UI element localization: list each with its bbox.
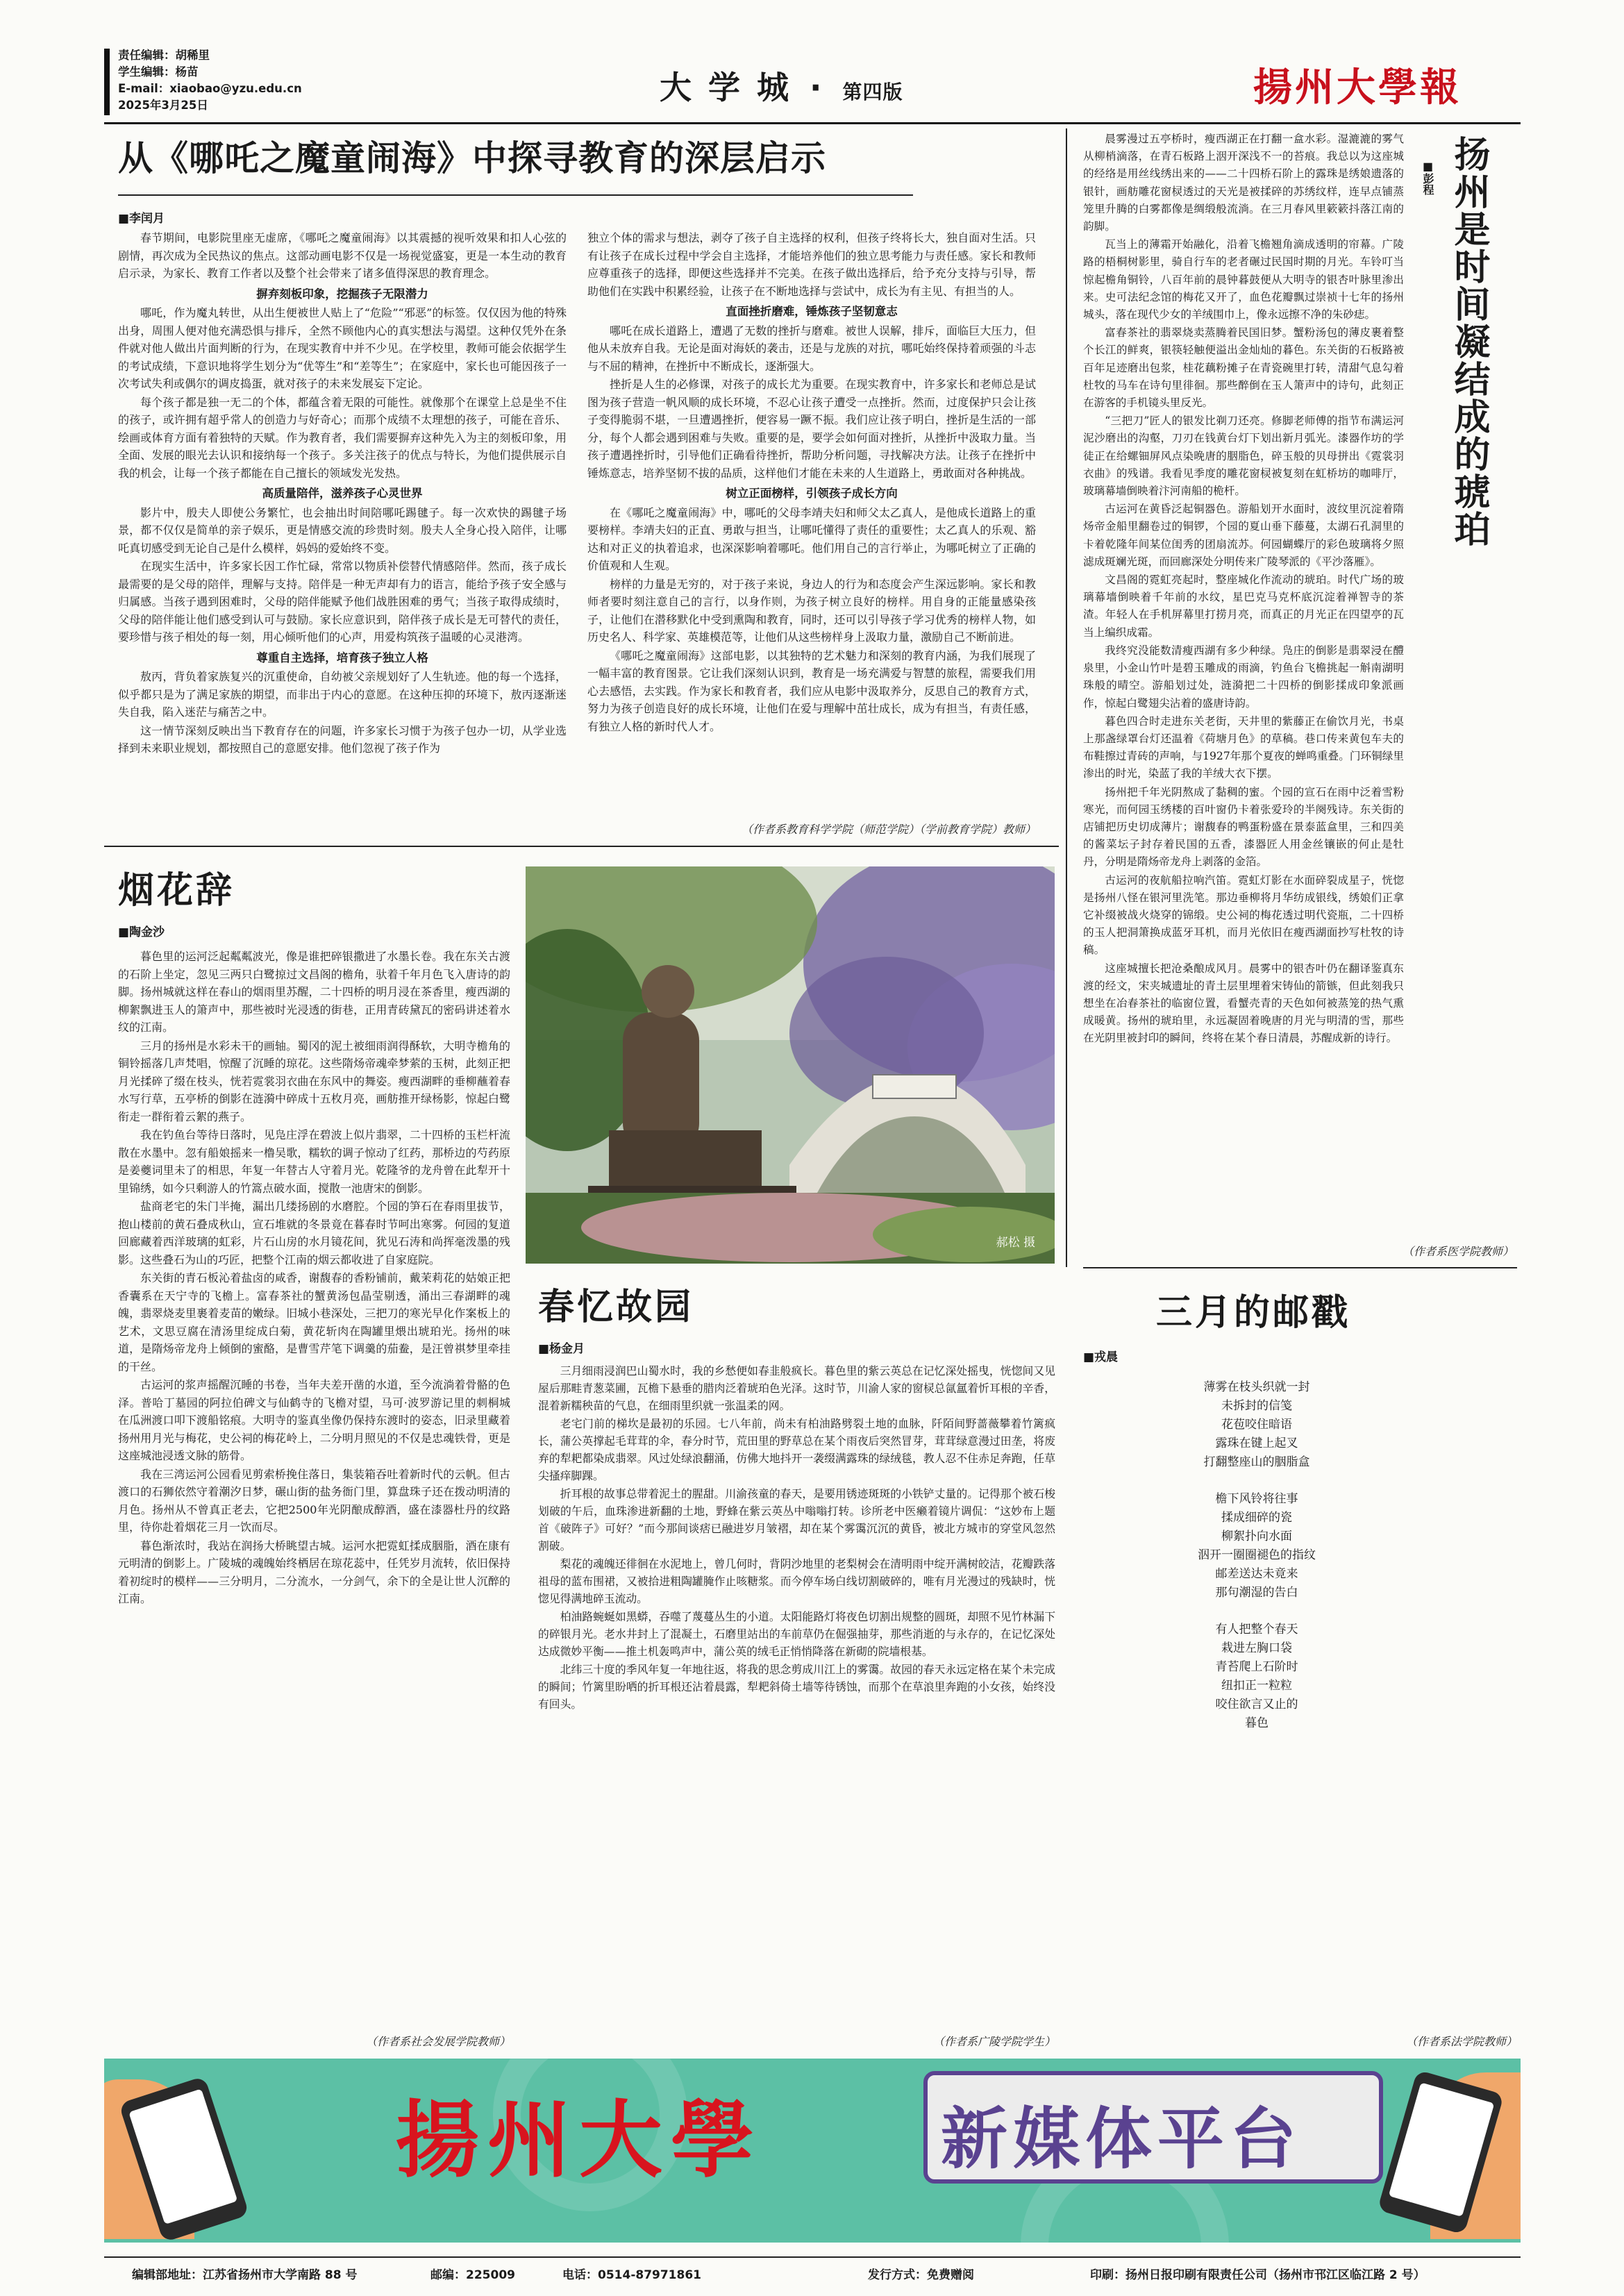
editor-email: E-mail：xiaobao@yzu.edu.cn	[118, 82, 302, 95]
poem-line: 那句潮湿的告白	[1215, 1586, 1298, 1600]
paragraph: 在现实生活中，许多家长因工作忙碌，常常以物质补偿替代情感陪伴。然而，孩子成长最需要的是父母的陪伴，理解与支持。陪伴是一种无声却有力的语言，能给予孩子安全感与归属感。当孩子遇到困难时，父母的陪伴能赋予他们战胜困难的勇气；当孩子取得成绩时，父母的陪伴能让他们感受到认可与鼓励。家长应意识到，陪伴孩子成长是无可替代的责任，要珍惜与孩子相处的每一刻，用心倾听他们的心声，用爱构筑孩子温暖的心灵港湾。	[118, 560, 567, 644]
article4-credit: （作者系广陵学院学生）	[932, 2035, 1055, 2048]
editor-in-charge: 责任编辑：胡稀里	[118, 49, 210, 62]
page-label: 第四版	[842, 81, 903, 103]
footer-phone: 电话：0514-87971861	[562, 2268, 701, 2282]
paragraph: 我在三湾运河公园看见剪索桥挽住落日，集装箱吞吐着新时代的云帆。但古渡口的石狮依然守着潮汐日梦，碾山街的盐务衙门里，算盘珠子还在拨动明清的月色。扬州从不曾真正老去，它把2500年光阴酿成醇酒，盛在漆器杜丹的纹路里，待你赴着烟花三月一饮而尽。	[118, 1467, 510, 1534]
paragraph: 盐商老宅的朱门半掩，漏出几缕扬剧的水磨腔。个园的笋石在春雨里拔节，抱山楼前的黄石叠成秋山，宣石堆就的冬景竟在暮春时节呵出寒雾。何园的复道回廊藏着西洋玻璃的虹彩，片石山房的水月镜花间，犹见石涛和尚挥毫泼墨的残影。这些叠石为山的巧匠，把整个江南的烟云都收进了自家庭院。	[118, 1200, 510, 1266]
paragraph: 梨花的魂魄还徘徊在水泥地上，曾几何时，背阴沙地里的老梨树会在清明雨中绽开满树皎洁，花瓣跌落祖母的蓝布围裙，又被拾进粗陶罐腌作止咳糖浆。而今停车场白线切割破碎的，唯有月光漫过的残缺时，恍惚见得满地碎玉流动。	[538, 1557, 1055, 1605]
paragraph: 柏油路蜿蜒如黑蟒，吞噬了蔑蔓丛生的小道。太阳能路灯将夜色切割出规整的圆斑，却照不见竹林漏下的碎银月光。老水井封上了混凝土，石磨里站出的车前草仍在倔强抽芽，那些消逝的与永存的，在记忆深处达成微妙平衡——推土机轰鸣声中，蒲公英的绒毛正悄悄降落在新砌的院墙根基。	[538, 1610, 1055, 1658]
poem-line: 露珠在键上起叉	[1215, 1436, 1298, 1450]
paragraph: 我终究没能数清瘦西湖有多少种绿。凫庄的倒影是翡翠浸在醴泉里，小金山竹叶是碧玉雕成的雨滴，钓鱼台飞檐挑起一斛南湖明珠般的晴空。游船划过处，涟漪把二十四桥的倒影揉成印象派画作，惊起白鹭翅尖沾着的盛唐诗韵。	[1083, 644, 1404, 710]
paragraph: 暮色渐浓时，我站在润扬大桥眺望古城。运河水把霓虹揉成胭脂，酒在康有元明清的倒影上。广陵城的魂魄始终栖居在琼花蕊中，任凭岁月流转，依旧保持着初绽时的模样——三分明月，二分流水，一分剑气，余下的全是让世人沉醉的江南。	[118, 1539, 510, 1605]
poem-line: 未拆封的信笺	[1221, 1399, 1292, 1413]
poem-line: 纽扣正一粒粒	[1221, 1679, 1292, 1693]
subheading: 尊重自主选择，培育孩子独立人格	[256, 651, 428, 664]
paragraph: 折耳根的故事总带着泥土的腥甜。川渝孩童的春天，是要用锈迹斑斑的小铁铲丈量的。记得那个被石梭划破的午后，血珠渗进新翻的土地，野蜂在紫云英丛中嗡嗡打转。诊所老中医癞着镜片调侃：“这妙布上题首《破阵子》可好？”而今那间谈痞已融进岁月皱褶，却在某个雾霭沉沉的黄昏，被北方城市的穿堂风忽然割破。	[538, 1487, 1055, 1552]
article1-author: ■李闰月	[118, 212, 165, 226]
article1-column-1	[118, 229, 567, 814]
article4-body	[538, 1362, 1055, 2029]
paragraph: 古运河的夜航船拉响汽笛。霓虹灯影在水面碎裂成星子，恍惚是扬州八怪在银河里洗笔。那边垂柳将月华纺成银线，绣娘们正拿它补缀被战火烧穿的锦缎。史公祠的梅花透过明代瓷瓶，二十四桥的玉人把洞箫换成蓝牙耳机，而月光依旧在瘦西湖面抄写杜牧的诗稿。	[1083, 873, 1404, 957]
section-name: 大 学 城	[660, 69, 792, 106]
paragraph: 敖丙，背负着家族复兴的沉重使命，自幼被父亲规划好了人生轨迹。他的每一个选择，似乎都只是为了满足家族的期望，而非出于内心的意愿。在这种压抑的环境下，敖丙逐渐迷失自我，陷入迷茫与痛苦之中。	[118, 670, 567, 719]
paragraph: 独立个体的需求与想法，剥夺了孩子自主选择的权利，但孩子终将长大，独自面对生活。只有让孩子在成长过程中学会自主选择，才能培养他们的独立思考能力与责任感。家长和教师应尊重孩子的选择，即便这些选择并不完美。在孩子做出选择后，给予充分支持与引导，帮助他们在实践中积累经验，让孩子在不断地选择与尝试中，成长为有主见、有担当的人。	[587, 231, 1036, 298]
masthead-left-bar	[104, 49, 110, 115]
editor-info	[118, 47, 302, 114]
poem-line: 有人把整个春天	[1215, 1623, 1298, 1636]
footer-printer: 印刷：扬州日报印刷有限责任公司（扬州市邗江区临江路 2 号）	[1090, 2268, 1425, 2282]
poem-line: 花苞咬住暗语	[1221, 1418, 1292, 1432]
article5-title: 三月的邮戳	[1156, 1291, 1351, 1334]
poem-line: 咬住欲言又止的	[1215, 1698, 1298, 1711]
article5-credit: （作者系法学院教师）	[1405, 2035, 1517, 2048]
article4-author: ■杨金月	[538, 1342, 585, 1356]
photo-illustration	[526, 866, 1055, 1264]
paragraph: 北纬三十度的季风年复一年地往返，将我的思念剪成川江上的雾霭。故园的春天永远定格在某个未完成的瞬间；竹篱里盼哂的折耳根还沾着晨露，犁耙斜倚土墙等待锈蚀，而那个在草浪里奔跑的小女孩，始终没有回头。	[538, 1663, 1055, 1711]
paragraph: 我在钓鱼台等待日落时，见凫庄浮在碧波上似片翡翠，二十四桥的玉栏杆流散在水墨中。忽有船娘摇来一橹吴歌，糯软的调子惊动了红药，那桥边的芍药原是姜夔词里未了的相思，年复一年替古人守着月光。乾隆爷的龙舟曾在此犁开十里锦绣，如今只剩游人的竹篙点破水面，搅散一池唐宋的倒影。	[118, 1128, 510, 1195]
paragraph: 每个孩子都是独一无二的个体，都蕴含着无限的可能性。就像那个在课堂上总是坐不住的孩子，或许拥有超乎常人的创造力与好奇心；而那个成绩不太理想的孩子，可能在音乐、绘画或体育方面有着独特的天赋。作为教育者，我们需要摒弃这种先入为主的刻板印象，用全面、发展的眼光去认识和接纳每一个孩子。多关注孩子的优点与特长，为他们提供展示自我的机会，让每一个孩子都能在自己擅长的领域发光发热。	[118, 395, 567, 480]
poem-top-rule	[1083, 1267, 1517, 1268]
paragraph: 哪吒，作为魔丸转世，从出生便被世人贴上了“危险”“邪恶”的标签。仅仅因为他的特殊出身，周围人便对他充满恐惧与排斥，全然不顾他内心的真实想法与渴望。这种仅凭外在条件就对他人做出片面判断的行为，在现实教育中并不少见。在学校里，教师可能会依据学生的考试成绩，下意识地将学生划分为“优等生”和“差等生”；在家庭中，家长也可能因孩子一次考试失利或偶尔的调皮捣蛋，就对孩子的未来发展妄下定论。	[118, 306, 567, 390]
banner-platform-text: 新媒体平台	[941, 2100, 1302, 2178]
paragraph: 春节期间，电影院里座无虚席，《哪吒之魔童闹海》以其震撼的视听效果和扣人心弦的剧情，再次成为全民热议的焦点。这部动画电影不仅是一场视觉盛宴，更是一本生动的教育启示录，为家长、教育工作者以及整个社会带来了诸多值得深思的教育理念。	[118, 231, 567, 280]
paragraph: 东关街的青石板沁着盐卤的咸香，谢馥春的香粉铺前，戴茉莉花的姑娘正把香囊系在天宁寺的飞檐上。富春茶社的蟹黄汤包晶莹剔透，涌出三春湖畔的魂魄，翡翠烧麦里裹着麦苗的嫩绿。旧城小巷深处，三把刀的寒光早化作案板上的艺术，文思豆腐在清汤里绽成白菊，黄花斩肉在陶罐里煨出琥珀光。扬州的味道，是隋炀帝龙舟上倾倒的蜜酪，是曹雪芹笔下调羹的茄鲞，是汪曾祺梦里牵挂的干丝。	[118, 1271, 510, 1373]
masthead-rule	[104, 122, 1521, 124]
article3-author: ■陶金沙	[118, 925, 165, 939]
article2-body	[1083, 131, 1404, 1234]
article4-title: 春忆故园	[538, 1286, 694, 1328]
banner-logo-text: 揚州大學	[396, 2091, 762, 2189]
poem-line: 暮色	[1245, 1716, 1269, 1730]
paragraph: 暮色四合时走进东关老街，天井里的紫藤正在偷饮月光，书桌上那盏绿罩台灯还温着《荷塘月色》的草稿。巷口传来黄包车夫的布鞋擦过青砖的声响，与1927年那个夏夜的蝉鸣重叠。门环铜绿里渗出的时光，染蓝了我的羊绒大衣下摆。	[1083, 714, 1404, 780]
footer-address: 编辑部地址：江苏省扬州市大学南路 88 号	[132, 2268, 358, 2282]
subheading: 高质量陪伴，滋养孩子心灵世界	[262, 487, 423, 500]
article1-credit: （作者系教育科学学院（师范学院）（学前教育学院）教师）	[741, 823, 1036, 836]
paragraph: 这座城擅长把沧桑酿成风月。晨雾中的银杏叶仍在翻译鉴真东渡的经文，宋夹城遗址的青土层里埋着宋铸仙的箭镞，但此刻我只想坐在冶春茶社的临窗位置，看蟹壳青的天色如何被蒸笼的热气熏成暖黄。扬州的琥珀里，永远凝固着晚唐的月光与明清的雪，那些在光阴里被封印的瞬间，终将在某个春日清晨，苏醒成新的诗行。	[1083, 962, 1404, 1045]
article2-credit: （作者系医学院教师）	[1402, 1245, 1514, 1258]
new-media-banner	[104, 2059, 1521, 2243]
paragraph: 榜样的力量是无穷的，对于孩子来说，身边人的行为和态度会产生深远影响。家长和教师者要时刻注意自己的言行，以身作则，为孩子树立良好的榜样。用自身的正能量感染孩子，让他们在潜移默化中受到熏陶和教育，同时，还可以引导孩子学习优秀的榜样人物，如历史名人、科学家、英雄模范等，让他们从这些榜样身上汲取力量，激励自己不断前进。	[587, 577, 1036, 644]
subheading: 直面挫折磨难，锤炼孩子坚韧意志	[726, 305, 898, 318]
subheading: 树立正面榜样，引领孩子成长方向	[726, 487, 898, 500]
poem-line: 薄雾在枝头织就一封	[1203, 1380, 1310, 1394]
paragraph: 影片中，殷夫人即使公务繁忙，也会抽出时间陪哪吒踢毽子。每一次欢快的踢毽子场景，都不仅仅是简单的亲子娱乐，更是情感交流的珍贵时刻。殷夫人全身心投入陪伴，让哪吒真切感受到无论自己是什么模样，妈妈的爱始终不变。	[118, 505, 567, 555]
paragraph: 富春茶社的翡翠烧卖蒸腾着民国旧梦。蟹粉汤包的薄皮裹着整个长江的鲜爽，银筷轻触便溢出金灿灿的暮色。东关街的石板路被百年足迹磨出包浆，桂花藕粉摊子在青瓷碗里打转，清甜气息勾着杜牧的马车在诗句里徘徊。那些醉倒在玉人箫声中的诗句，此刻正在游客的手机镜头里反光。	[1083, 326, 1404, 410]
paragraph: 哪吒在成长道路上，遭遇了无数的挫折与磨难。被世人误解，排斥，面临巨大压力，但他从未放弃自我。无论是面对海妖的袭击，还是与龙族的对抗，哪吒始终保持着顽强的斗志与不屈的精神，在挫折中不断成长，逐渐强大。	[587, 324, 1036, 373]
footer-postcode: 邮编：225009	[430, 2268, 515, 2282]
paragraph: 文昌阁的霓虹亮起时，整座城化作流动的琥珀。时代广场的玻璃幕墙倒映着千年前的水纹，星巴克马克杯底沉淀着禅智寺的茶渣。年轻人在手机屏幕里打捞月亮，而真正的月光正在四望亭的瓦当上编织成霜。	[1083, 573, 1404, 639]
photo-caption: 郝松 摄	[996, 1236, 1035, 1250]
article2-author: ■彭程	[1421, 160, 1434, 195]
article2-title: 扬州是时间凝结成的琥珀	[1448, 135, 1490, 548]
article1-title-rule	[118, 194, 913, 196]
poem-line: 青苔爬上石阶时	[1215, 1660, 1298, 1674]
article1-bottom-rule	[104, 846, 1059, 847]
masthead	[104, 47, 1521, 125]
article3-title: 烟花辞	[118, 869, 235, 912]
article1-column-2	[587, 229, 1036, 814]
poem-line: 打翻整座山的胭脂盒	[1203, 1455, 1310, 1469]
paragraph: 暮色里的运河泛起粼粼波光，像是谁把碎银撒进了水墨长卷。我在东关古渡的石阶上坐定，忽见三两只白鹭掠过文昌阁的檐角，驮着千年月色飞入唐诗的韵脚。扬州城就这样在春山的烟雨里苏醒，二十四桥的明月浸在茶香里，瘦西湖的柳絮飘进玉人的箫声中，那些被时光浸透的街巷，正用青砖黛瓦的密码讲述着水纹的江南。	[118, 950, 510, 1034]
section-dot: ·	[810, 69, 825, 106]
paragraph: “三把刀”匠人的银发比剃刀还亮。修脚老师傅的指节布满运河泥沙磨出的沟壑，刀刃在钱黄台灯下划出新月弧光。漆器作坊的学徒正在给螺钿屏风点染晚唐的胭脂色，碎玉般的贝母拼出《霓裳羽衣曲》的残谱。我看见季度的雕花窗棂被复刻在虹桥坊的咖啡厅，玻璃幕墙倒映着汴河南船的桅杆。	[1083, 414, 1404, 498]
paragraph: 古运河的浆声摇醒沉睡的书卷，当年夫差开凿的水道，至今流淌着骨骼的色泽。普哈丁墓园的阿拉伯碑文与仙鹤寺的飞檐对望，马可·波罗游记里的刺桐城在瓜洲渡口叩下渡船铭痕。大明寺的鉴真坐像仍保持东渡时的姿态，旧录里藏着扬州用月光与梅花，史公祠的梅花岭上，二分明月照见的不仅是忠魂铁骨，更是这座城池浸透文脉的筋骨。	[118, 1378, 510, 1462]
stanza-gap	[1153, 1602, 1361, 1620]
student-editor: 学生编辑：杨苗	[118, 65, 199, 78]
paragraph: 在《哪吒之魔童闹海》中，哪吒的父母李靖夫妇和师父太乙真人，是他成长道路上的重要榜样。李靖夫妇的正直、勇敢与担当，让哪吒懂得了责任的重要性；太乙真人的乐观、豁达和对正义的执着追求，也深深影响着哪吒。他们用自己的言行举止，为哪吒树立了正确的价值观和人生观。	[587, 505, 1036, 572]
poem-line: 揉成细碎的瓷	[1221, 1511, 1292, 1525]
issue-date: 2025年3月25日	[118, 99, 208, 112]
article5-author: ■戎晨	[1083, 1350, 1119, 1364]
subheading: 摒弃刻板印象，挖掘孩子无限潜力	[256, 287, 428, 301]
vertical-divider	[1066, 128, 1067, 1267]
poem-line: 栽进左胸口袋	[1221, 1641, 1292, 1655]
section-title	[660, 62, 903, 108]
stanza-gap	[1153, 1472, 1361, 1490]
poem-line: 泅开一圈圈褪色的指纹	[1198, 1548, 1316, 1562]
footer-distribution: 发行方式：免费赠阅	[868, 2268, 974, 2282]
article5-poem	[1153, 1378, 1361, 2017]
paragraph: 这一情节深刻反映出当下教育存在的问题，许多家长习惯于为孩子包办一切，从学业选择到未来职业规划，都按照自己的意愿安排。他们忽视了孩子作为	[118, 723, 567, 755]
paragraph: 瓦当上的薄霜开始融化，沿着飞檐翘角滴成透明的帘幕。广陵路的梧桐树影里，骑自行车的老者碾过民国时期的月光。车铃叮当惊起檐角铜铃，八百年前的晨钟暮鼓便从大明寺的银杏叶脉里渗出来。史可法纪念馆的梅花又开了，血色花瓣飘过崇祯十七年的扬州城头，落在现代少女的羊绒围巾上，像永远擦不净的朱砂痣。	[1083, 238, 1404, 321]
paragraph: 挫折是人生的必修课，对孩子的成长尤为重要。在现实教育中，许多家长和老师总是试图为孩子营造一帆风顺的成长环境，不忍心让孩子遭受一点挫折。然而，过度保护只会让孩子变得脆弱不堪，一旦遭遇挫折，便容易一蹶不振。我们应让孩子明白，挫折是生活的一部分，每个人都会遇到困难与失败。重要的是，要学会如何面对挫折，从挫折中汲取力量。当孩子遭遇挫折时，引导他们正确看待挫折，帮助分析问题，寻找解决方法。让孩子在挫折中锤炼意志，培养坚韧不拔的品质，这样他们才能在未来的人生道路上，勇敢面对各种挑战。	[587, 378, 1036, 480]
article3-body	[118, 948, 510, 2027]
paragraph: 晨雾漫过五亭桥时，瘦西湖正在打翻一盒水彩。湿漉漉的雾气从柳梢滴落，在青石板路上洇开深浅不一的苔痕。我总以为这座城的经络是用丝线绣出来的——二十四桥石阶上的露珠是绣娘遗落的银针，画舫雕花窗棂透过的天光是被揉碎的苏绣纹样，连早点铺蒸笼里升腾的白雾都像是绸缎般流淌。在三月春风里簌簌抖落江南的韵脚。	[1083, 133, 1404, 233]
paragraph: 《哪吒之魔童闹海》这部电影，以其独特的艺术魅力和深刻的教育内涵，为我们展现了一幅丰富的教育图景。它让我们深刻认识到，教育是一场充满爱与智慧的旅程，需要我们用心去感悟，去实践。作为家长和教育者，我们应从电影中汲取养分，反思自己的教育方式，努力为孩子创造良好的成长环境，让他们在爱与理解中茁壮成长，成为有担当，有责任感，有独立人格的新时代人才。	[587, 648, 1036, 733]
poem-line: 邮差送达未竟来	[1215, 1567, 1298, 1581]
footer-rule	[104, 2256, 1521, 2258]
paragraph: 三月的扬州是水彩未干的画轴。蜀冈的泥土被细雨润得酥软，大明寺檐角的铜铃摇落几声梵唱，惊醒了沉睡的琼花。这些隋炀帝魂牵梦萦的玉树，此刻正把月光揉碎了缀在枝头，恍若霓裳羽衣曲在东风中的舞姿。瘦西湖畔的垂柳蘸着春水写行草，五亭桥的倒影在涟漪中碎成十五枚月亮，画舫推开绿杨影，惊起白鹭衔走一群衔着云絮的燕子。	[118, 1039, 510, 1123]
paragraph: 扬州把千年光阴熬成了黏稠的蜜。个园的宣石在雨中泛着雪粉寒光，而何园玉绣楼的百叶窗仍卡着张爱玲的半阕残诗。东关街的店铺把历史切成薄片；谢馥春的鸭蛋粉盛在景泰蓝盒里，三和四美的酱菜坛子封存着民国的五香，漆器匠人用金丝镶嵌的何止是牡丹，分明是隋炀帝龙舟上剥落的金箔。	[1083, 785, 1404, 869]
article3-credit: （作者系社会发展学院教师）	[365, 2035, 510, 2048]
paragraph: 古运河在黄昏泛起铜器色。游船划开水面时，波纹里沉淀着隋炀帝金船里翻卷过的铜锣，个园的夏山垂下藤蔓，太湖石孔洞里的卡着乾隆年间某位闺秀的团扇流苏。何园蝴蝶厅的彩色玻璃将夕照滤成斑斓光斑，而回廊深处分明传来广陵琴派的《平沙落雁》。	[1083, 503, 1404, 568]
paper-name-logo: 揚州大學報	[1253, 65, 1462, 110]
campus-photo	[526, 866, 1055, 1264]
poem-line: 檐下风铃将往事	[1215, 1492, 1298, 1506]
paragraph: 老宅门前的梯坎是最初的乐园。七八年前，尚未有柏油路劈裂土地的血脉，阡陌间野蔷薇攀着竹篱疯长，蒲公英撑起毛茸茸的伞，春分时节，荒田里的野草总在某个雨夜后突然冒芽，茸茸绿意漫过田垄，将废弃的犁耙都染成翡翠。风过处绿浪翻涌，仿佛大地抖开一袭缀满露珠的绿绒毯，教人忍不住赤足奔跑，任草尖搔痒脚踝。	[538, 1417, 1055, 1482]
article1-title: 从《哪吒之魔童闹海》中探寻教育的深层启示	[118, 137, 826, 178]
poem-line: 柳絮扑向水面	[1221, 1530, 1292, 1543]
paragraph: 三月细雨浸润巴山蜀水时，我的乡愁便如春韭般疯长。暮色里的紫云英总在记忆深处摇曳，恍惚间又见屋后那畦青葱菜圃，瓦檐下悬垂的腊肉泛着琥珀色光泽。这时节，川渝人家的窗棂总氤氲着忻耳根的辛香，混着新糯秧苗的气息，在细雨里织就一张温柔的网。	[538, 1364, 1055, 1412]
